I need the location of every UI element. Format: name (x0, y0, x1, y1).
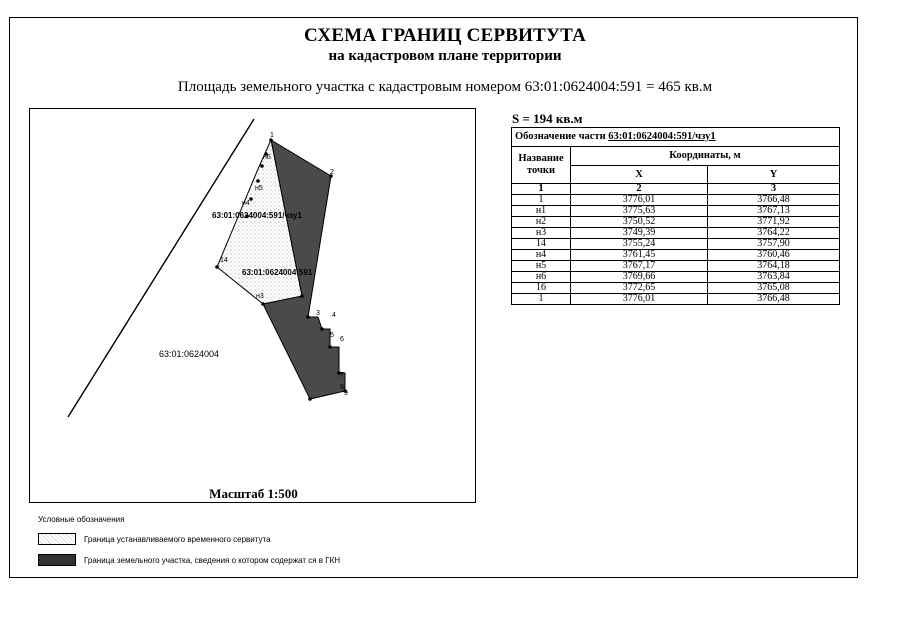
coordinates-body (512, 195, 840, 305)
map-drawing (30, 109, 477, 504)
table-index-row (512, 184, 840, 195)
part-designation: 63:01:0624004:591/чзу1 (608, 131, 716, 142)
servitude-swatch (38, 533, 76, 545)
cell-y: 3760,46 (708, 250, 840, 261)
point-label: н4 (242, 200, 250, 207)
point-label: н6 (263, 154, 271, 161)
table-header-row (512, 147, 840, 166)
cell-n: н3 (512, 228, 571, 239)
cell-n: н5 (512, 261, 571, 272)
cell-x: 3769,66 (571, 272, 708, 283)
table-row (512, 272, 840, 283)
cell-y: 3766,48 (708, 294, 840, 305)
cell-n: 1 (512, 195, 571, 206)
cell-x: 3749,39 (571, 228, 708, 239)
cell-y: 3764,22 (708, 228, 840, 239)
parcel-cadastral-label: 63:01:0624004:591 (242, 268, 313, 277)
point-label: 9 (344, 390, 348, 397)
part-cadastral-label: 63:01:0624004:591/чзу1 (212, 211, 302, 220)
cell-x: 3775,63 (571, 206, 708, 217)
cell-n: н6 (512, 272, 571, 283)
cell-n: 1 (512, 294, 571, 305)
point-label: н3 (256, 293, 264, 300)
table-row (512, 206, 840, 217)
parcel-area-line: Площадь земельного участка с кадастровым номером 63:01:0624004:591 = 465 кв.м (177, 79, 713, 95)
parcel-swatch (38, 554, 76, 566)
table-row (512, 195, 840, 206)
table-caption: Обозначение части 63:01:0624004:591/чзу1 (512, 128, 840, 147)
cell-y: 3765,08 (708, 283, 840, 294)
table-row (512, 239, 840, 250)
point-label: 8 (340, 384, 344, 391)
cell-x: 3776,01 (571, 294, 708, 305)
cell-y: 3767,13 (708, 206, 840, 217)
table-row (512, 283, 840, 294)
coordinates-table (511, 127, 840, 305)
cell-x: 3755,24 (571, 239, 708, 250)
page-title: СХЕМА ГРАНИЦ СЕРВИТУТА (303, 25, 586, 46)
col-index: 1 (512, 184, 571, 195)
cell-x: 3750,52 (571, 217, 708, 228)
cell-y: 3763,84 (708, 272, 840, 283)
point-label: 7 (340, 372, 344, 379)
point-label: 4 (332, 312, 336, 319)
cell-x: 3761,45 (571, 250, 708, 261)
legend-title: Условные обозначения (38, 515, 125, 524)
cell-y: 3766,48 (708, 195, 840, 206)
col-index: 2 (571, 184, 708, 195)
point-label: 5 (330, 332, 334, 339)
cadastral-map (29, 108, 476, 503)
cell-y: 3757,90 (708, 239, 840, 250)
cell-n: н4 (512, 250, 571, 261)
quarter-cadastral-label: 63:01:0624004 (159, 349, 220, 359)
cell-n: н2 (512, 217, 571, 228)
cell-x: 3772,65 (571, 283, 708, 294)
cell-n: 14 (512, 239, 571, 250)
table-row (512, 217, 840, 228)
point-label: 1 (270, 132, 274, 139)
col-header-y: Y (708, 166, 840, 184)
col-header-x: X (571, 166, 708, 184)
col-header-coordinates: Координаты, м (571, 147, 840, 166)
table-caption-row (512, 128, 840, 147)
cell-x: 3767,17 (571, 261, 708, 272)
cell-x: 3776,01 (571, 195, 708, 206)
point-label: 3 (316, 310, 320, 317)
table-row (512, 261, 840, 272)
point-label: 6 (340, 336, 344, 343)
point-label: н5 (255, 185, 263, 192)
table-row (512, 250, 840, 261)
cell-y: 3771,92 (708, 217, 840, 228)
part-area-label: S = 194 кв.м (512, 111, 583, 126)
map-scale: Масштаб 1:500 (209, 486, 298, 501)
table-row (512, 294, 840, 305)
point-label: 14 (220, 257, 228, 264)
point-label: 2 (330, 169, 334, 176)
col-index: 3 (708, 184, 840, 195)
cell-n: н1 (512, 206, 571, 217)
page-subtitle: на кадастровом плане территории (328, 48, 562, 64)
col-header-point-name: Название точки (512, 147, 571, 184)
cell-y: 3764,18 (708, 261, 840, 272)
cell-n: 16 (512, 283, 571, 294)
table-row (512, 228, 840, 239)
